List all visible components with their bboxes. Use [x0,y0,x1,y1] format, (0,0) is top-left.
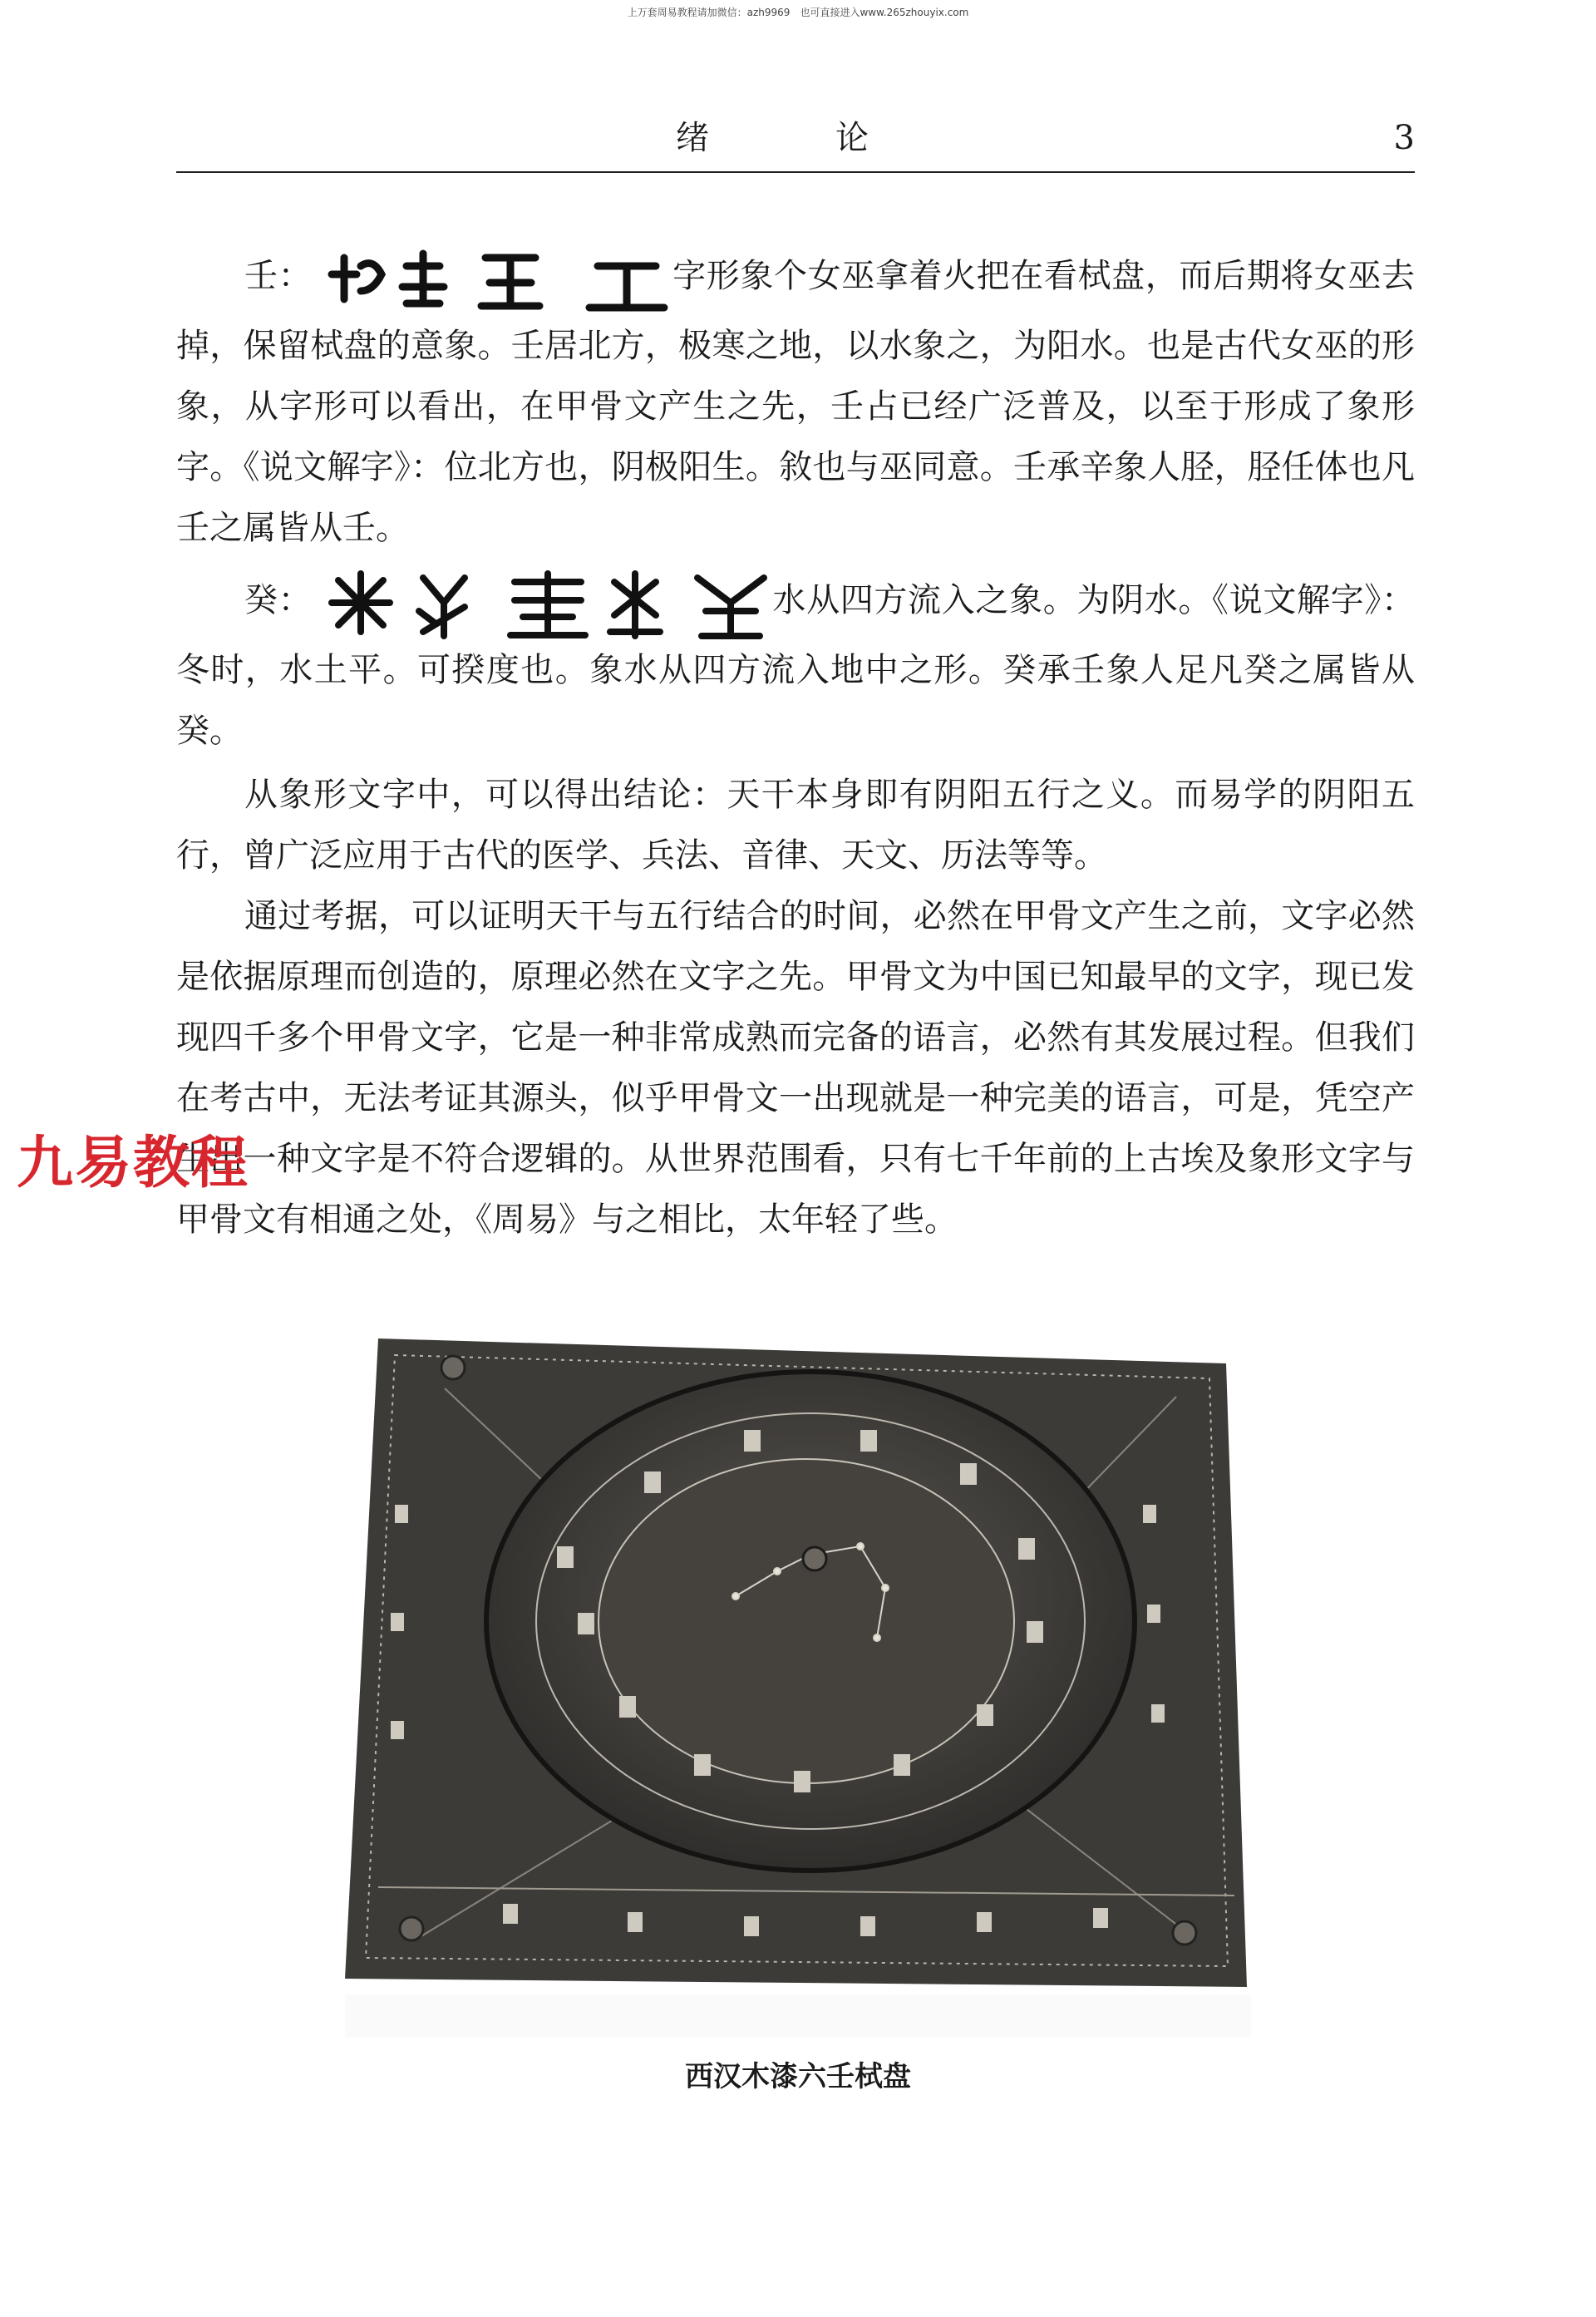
header-rule [176,171,1415,173]
ren-text: 字形象个女巫拿着火把在看栻盘，而后期将女巫去掉，保留栻盘的意象。壬居北方，极寒之地，以水象之，为阳水。也是古代女巫的形象，从字形可以看出，在甲骨文产生之先，壬占已经广泛普及，以至于形成了象形字。《说文解字》：位北方也，阴极阳生。敘也与巫同意。壬承辛象人胫，胫任体也凡壬之属皆从壬。 [176,257,1416,547]
watermark: 九易教程 [17,1131,250,1196]
page-number: 3 [1393,119,1415,157]
running-header [176,116,1415,171]
paragraph-evidence: 通过考据，可以证明天干与五行结合的时间，必然在甲骨文产生之前，文字必然是依据原理而创造的，原理必然在文字之先。甲骨文为中国已知最早的文字，现已发现四千多个甲骨文字，它是一种非常成熟而完备的语言，必然有其发展过程。但我们在考古中，无法考证其源头，似乎甲骨文一出现就是一种完美的语言，可是，凭空产生出一种文字是不符合逻辑的。从世界范围看，只有七千年前的上古埃及象形文字与甲骨文有相通之处，《周易》与之相比，太年轻了些。 [176,897,1415,1239]
ren-ancient-glyphs-image [323,241,672,316]
paragraph-ren [176,241,1415,559]
ren-label: 壬： [244,257,313,295]
chapter-title: 绪 论 [676,119,915,157]
top-note: 上万套周易教程请加微信：azh9969 也可直接进入www.265zhouyix.com [627,7,969,18]
gui-text: 水从四方流入之象。为阴水。《说文解字》：冬时，水土平。可揆度也。象水从四方流入地中之形。癸承壬象人足凡癸之属皆从癸。 [176,581,1416,750]
paragraph-conclusion: 从象形文字中，可以得出结论：天干本身即有阴阳五行之义。而易学的阴阳五行，曾广泛应用于古代的医学、兵法、音律、天文、历法等等。 [176,776,1415,875]
gui-ancient-glyphs-image [323,565,772,640]
gui-label: 癸： [244,581,313,619]
shi-pan-board-image [345,1338,1251,2037]
body-text [176,241,1415,1250]
figure-caption: 西汉木漆六壬栻盘 [685,2060,911,2093]
paragraph-gui [176,565,1415,762]
